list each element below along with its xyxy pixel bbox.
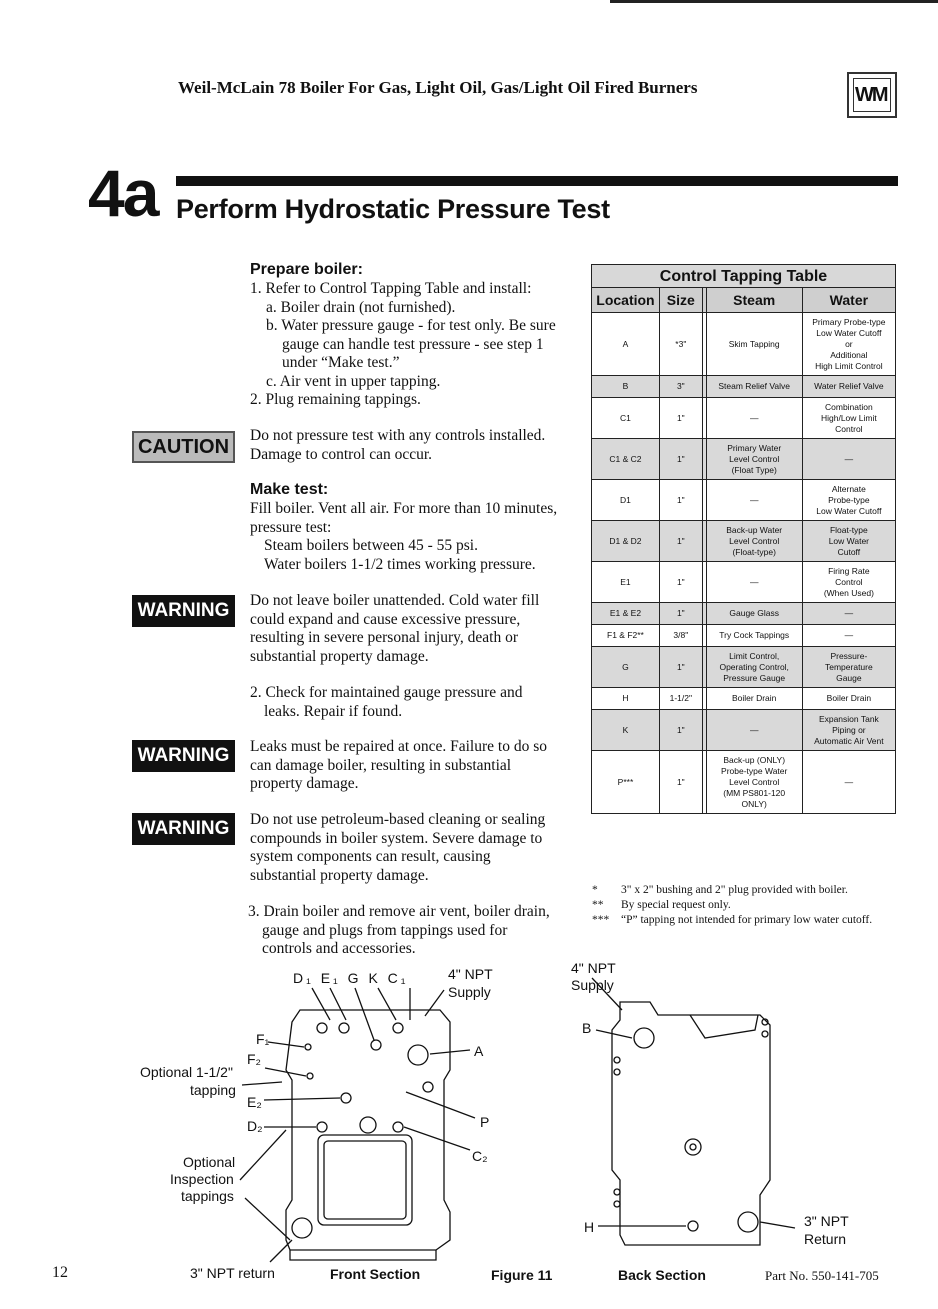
cell-size: 3"	[659, 376, 702, 398]
page-header: Weil-McLain 78 Boiler For Gas, Light Oil, Gas/Light Oil Fired Burners	[178, 78, 698, 97]
cell-water: Alternate Probe-type Low Water Cutoff	[802, 480, 895, 521]
tapping-a	[408, 1045, 428, 1065]
back-return-label-1: 3" NPT	[804, 1213, 849, 1229]
part-number: Part No. 550-141-705	[765, 1268, 879, 1283]
label-h: H	[584, 1219, 595, 1235]
column-header: Location	[592, 288, 660, 313]
cell-steam: Back-up (ONLY) Probe-type Water Level Control (MM PS801-120 ONLY)	[706, 751, 802, 814]
label-f2: F₂	[247, 1051, 261, 1067]
cell-steam: Try Cock Tappings	[706, 625, 802, 647]
cell-steam: Back-up Water Level Control (Float-type)	[706, 521, 802, 562]
warning-text: Leaks must be repaired at once. Failure to do so can damage boiler, resulting in substantial property damage.	[250, 738, 547, 792]
label-c2: C₂	[472, 1148, 488, 1164]
tapping-k	[393, 1023, 403, 1033]
cell-steam: —	[706, 562, 802, 603]
table-row	[592, 521, 896, 562]
cell-size: 1"	[659, 521, 702, 562]
step-3: 3. Drain boiler and remove air vent, boiler drain, gauge and plugs from tappings used for controls and accessories.	[248, 903, 550, 957]
weil-mclain-logo: WM	[847, 72, 897, 118]
front-section-caption: Front Section	[330, 1266, 421, 1282]
cell-size: 1"	[659, 439, 702, 480]
cell-loc: H	[592, 688, 660, 710]
inspection-opening	[318, 1135, 412, 1225]
caution-text: Do not pressure test with any controls installed. Damage to control can occur.	[250, 427, 546, 463]
front-return-label: 3" NPT return	[190, 1265, 275, 1281]
back-supply-label-1: 4" NPT	[571, 960, 616, 976]
cell-steam: —	[706, 480, 802, 521]
prepare-heading: Prepare boiler:	[250, 261, 363, 278]
cell-steam: Primary Water Level Control (Float Type)	[706, 439, 802, 480]
cell-loc: E1 & E2	[592, 603, 660, 625]
cell-loc: E1	[592, 562, 660, 603]
table-row	[592, 625, 896, 647]
table-title: Control Tapping Table	[592, 265, 896, 288]
label-a: A	[474, 1043, 484, 1059]
warning-badge: WARNING	[132, 813, 235, 845]
tapping-d1	[317, 1023, 327, 1033]
back-return-label-2: Return	[804, 1231, 847, 1247]
cell-loc: P***	[592, 751, 660, 814]
cell-steam: —	[706, 398, 802, 439]
cell-loc: K	[592, 710, 660, 751]
inspection-label-3: tappings	[181, 1188, 234, 1204]
cell-water: Combination High/Low Limit Control	[802, 398, 895, 439]
cell-loc: A	[592, 313, 660, 376]
tapping-h	[688, 1221, 698, 1231]
make-test-heading: Make test:	[250, 481, 329, 498]
cell-size: 3/8"	[659, 625, 702, 647]
back-section-caption: Back Section	[618, 1267, 706, 1283]
cell-loc: C1	[592, 398, 660, 439]
tapping-b	[634, 1028, 654, 1048]
back-center-tapping	[685, 1139, 701, 1155]
cell-steam: —	[706, 710, 802, 751]
page-number: 12	[52, 1264, 68, 1281]
make-test-text: Fill boiler. Vent all air. For more than 10 minutes, pressure test: Steam boilers between 45 - 55 psi. Water boilers 1-1/2 times working pressure.	[250, 500, 558, 573]
front-supply-label-2: Supply	[448, 984, 491, 1000]
control-tapping-table	[591, 264, 896, 814]
cell-size: 1"	[659, 751, 702, 814]
cell-loc: D1 & D2	[592, 521, 660, 562]
label-f1: F₁	[256, 1031, 270, 1047]
table-row	[592, 688, 896, 710]
warning-badge: WARNING	[132, 740, 235, 772]
cell-steam: Limit Control, Operating Control, Pressure Gauge	[706, 647, 802, 688]
front-top-labels: D₁ E₁ G K C₁	[293, 970, 409, 986]
table-footnotes: * 3" x 2" bushing and 2" plug provided with boiler. ** By special request only. *** “P” tapping not intended for primary low water cutoff.	[592, 884, 873, 926]
label-d2: D₂	[247, 1118, 263, 1134]
cell-water: Firing Rate Control (When Used)	[802, 562, 895, 603]
table-row	[592, 439, 896, 480]
tapping-front-upper	[423, 1082, 433, 1092]
label-e2: E₂	[247, 1094, 262, 1110]
tapping-e1	[339, 1023, 349, 1033]
cell-size: 1"	[659, 710, 702, 751]
front-return-opening	[292, 1218, 312, 1238]
cell-water: Expansion Tank Piping or Automatic Air Vent	[802, 710, 895, 751]
cell-steam: Steam Relief Valve	[706, 376, 802, 398]
warning-text: Do not use petroleum-based cleaning or sealing compounds in boiler system. Severe damage to system components can result, causing substantial property damage.	[250, 811, 546, 884]
cell-steam: Skim Tapping	[706, 313, 802, 376]
cell-size: 1"	[659, 647, 702, 688]
section-title: Perform Hydrostatic Pressure Test	[176, 194, 610, 224]
cell-water: —	[802, 751, 895, 814]
step-2: 2. Check for maintained gauge pressure and leaks. Repair if found.	[250, 684, 523, 720]
tapping-f1	[305, 1044, 311, 1050]
cell-water: —	[802, 625, 895, 647]
cell-loc: C1 & C2	[592, 439, 660, 480]
table-row	[592, 647, 896, 688]
figure-11-drawing	[0, 955, 938, 1265]
tapping-f2	[307, 1073, 313, 1079]
cell-size: 1"	[659, 480, 702, 521]
figure-caption: Figure 11	[491, 1267, 553, 1283]
column-header: Water	[802, 288, 895, 313]
tapping-e2	[341, 1093, 351, 1103]
caution-badge: CAUTION	[132, 431, 235, 463]
back-return-opening	[738, 1212, 758, 1232]
back-section-outline	[612, 1002, 770, 1245]
table-row	[592, 710, 896, 751]
cell-size: *3"	[659, 313, 702, 376]
optional-tapping-label-2: tapping	[190, 1082, 236, 1098]
warning-text: Do not leave boiler unattended. Cold water fill could expand and cause excessive pressure, resulting in severe personal injury, death or substantial property damage.	[250, 592, 540, 665]
tapping-p	[360, 1117, 376, 1133]
table-row	[592, 480, 896, 521]
cell-loc: F1 & F2**	[592, 625, 660, 647]
prepare-list: 1. Refer to Control Tapping Table and install: a. Boiler drain (not furnished). b. Water pressure gauge - for test only. Be sure gauge can handle test pressure - see step 1 under “Make test.” c. Air vent in upper tapping. 2. Plug remaining tappings.	[250, 280, 556, 408]
cell-steam: Boiler Drain	[706, 688, 802, 710]
inspection-label-2: Inspection	[170, 1171, 234, 1187]
cell-loc: G	[592, 647, 660, 688]
label-b: B	[582, 1020, 592, 1036]
cell-size: 1"	[659, 603, 702, 625]
table-row	[592, 313, 896, 376]
cell-loc: D1	[592, 480, 660, 521]
tapping-c2	[393, 1122, 403, 1132]
table-row	[592, 562, 896, 603]
tapping-g	[371, 1040, 381, 1050]
cell-water: —	[802, 603, 895, 625]
cell-water: Boiler Drain	[802, 688, 895, 710]
tapping-d2	[317, 1122, 327, 1132]
cell-size: 1"	[659, 398, 702, 439]
cell-size: 1"	[659, 562, 702, 603]
cell-loc: B	[592, 376, 660, 398]
back-supply-label-2: Supply	[571, 977, 614, 993]
inspection-label-1: Optional	[183, 1154, 236, 1170]
section-rule	[176, 176, 898, 186]
cell-water: Pressure- Temperature Gauge	[802, 647, 895, 688]
top-rule	[610, 0, 938, 3]
table-row	[592, 398, 896, 439]
cell-water: —	[802, 439, 895, 480]
cell-water: Primary Probe-type Low Water Cutoff or Additional High Limit Control	[802, 313, 895, 376]
table-row	[592, 751, 896, 814]
column-header: Steam	[706, 288, 802, 313]
column-header: Size	[659, 288, 702, 313]
section-number: 4a	[88, 156, 158, 230]
cell-water: Float-type Low Water Cutoff	[802, 521, 895, 562]
cell-water: Water Relief Valve	[802, 376, 895, 398]
front-supply-label-1: 4" NPT	[448, 966, 493, 982]
cell-steam: Gauge Glass	[706, 603, 802, 625]
warning-badge: WARNING	[132, 595, 235, 627]
label-p: P	[480, 1114, 490, 1130]
cell-size: 1-1/2"	[659, 688, 702, 710]
optional-tapping-label-1: Optional 1-1/2"	[140, 1064, 233, 1080]
table-row	[592, 603, 896, 625]
table-row	[592, 376, 896, 398]
